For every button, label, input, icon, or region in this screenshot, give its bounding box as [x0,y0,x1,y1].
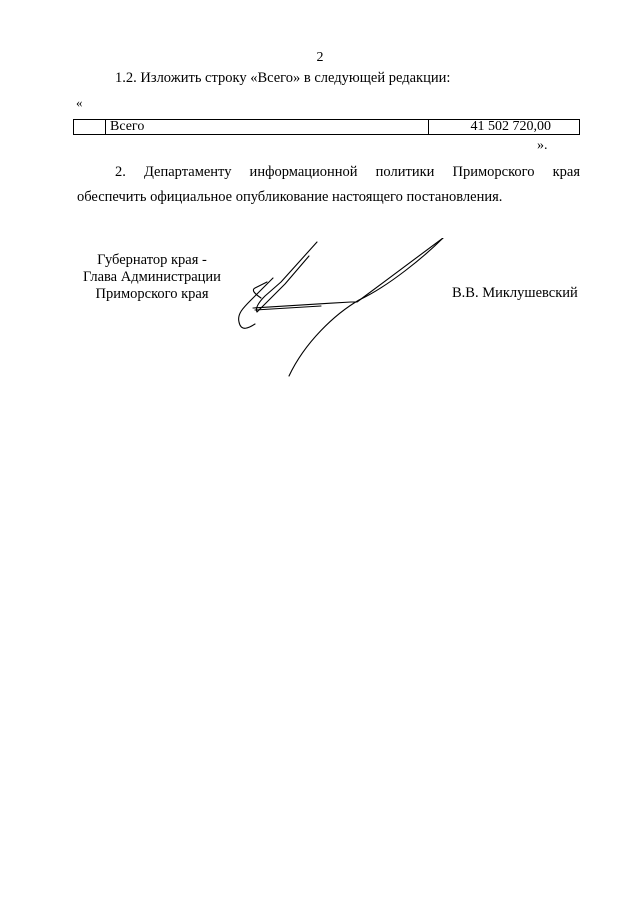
paragraph-2-line-1: 2. Департаменту информационной политики Приморского края [115,164,580,180]
opening-quote: « [76,95,83,110]
closing-quote: ». [537,138,548,153]
paragraph-2 [77,160,580,210]
signer-title [77,252,227,303]
signer-title-line-3: Приморского края [95,286,209,302]
page-number: 2 [316,50,324,65]
amendment-table [73,119,580,135]
clause-1-2: 1.2. Изложить строку «Всего» в следующей редакции: [115,70,451,86]
table-cell-name: Всего [110,119,145,134]
signer-name: В.В. Миклушевский [452,285,578,301]
signer-title-line-2: Глава Администрации [83,269,221,285]
paragraph-2-line-2: обеспечить официальное опубликование настоящего постановления. [77,189,503,205]
table-cell-number [74,120,106,134]
handwritten-signature [225,238,445,378]
signer-title-line-1: Губернатор края - [97,252,207,268]
table-cell-value: 41 502 720,00 [428,120,579,134]
